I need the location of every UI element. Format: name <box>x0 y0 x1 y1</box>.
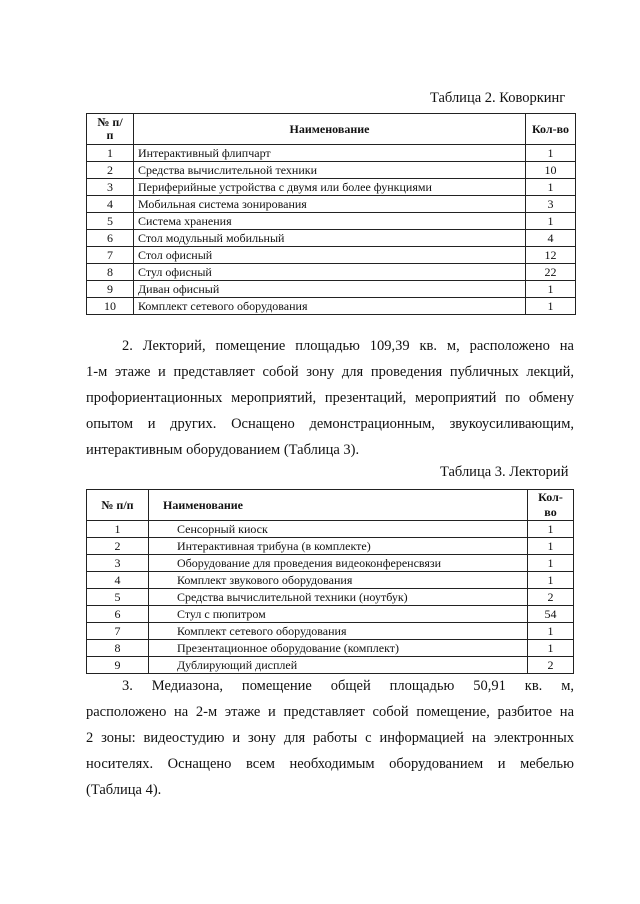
table-row <box>87 298 576 315</box>
table2-header-row <box>87 114 576 145</box>
table-row <box>87 162 576 179</box>
item-name-cell: Система хранения <box>134 213 526 230</box>
table-row <box>87 606 574 623</box>
item-name-cell: Средства вычислительной техники (ноутбук) <box>149 589 528 606</box>
row-number-cell: 10 <box>87 298 134 315</box>
row-number-cell: 8 <box>87 640 149 657</box>
quantity-cell: 54 <box>528 606 574 623</box>
item-name-cell: Диван офисный <box>134 281 526 298</box>
row-number-cell: 8 <box>87 264 134 281</box>
table2-caption: Таблица 2. Коворкинг <box>430 90 566 106</box>
item-name-cell: Сенсорный киоск <box>149 521 528 538</box>
item-name-cell: Стол модульный мобильный <box>134 230 526 247</box>
paragraph-line: профориентационных мероприятий, презентаций, мероприятий по обмену <box>86 390 574 406</box>
table3-header-row <box>87 490 574 521</box>
quantity-cell: 1 <box>528 640 574 657</box>
item-name-cell: Оборудование для проведения видеоконференсвязи <box>149 555 528 572</box>
row-number-cell: 5 <box>87 213 134 230</box>
table-row <box>87 555 574 572</box>
table-row <box>87 589 574 606</box>
row-number-cell: 3 <box>87 179 134 196</box>
quantity-cell: 10 <box>526 162 576 179</box>
quantity-cell: 1 <box>526 145 576 162</box>
item-name-cell: Периферийные устройства с двумя или более функциями <box>134 179 526 196</box>
quantity-cell: 2 <box>528 589 574 606</box>
table-row <box>87 264 576 281</box>
quantity-cell: 1 <box>528 555 574 572</box>
table-row <box>87 213 576 230</box>
quantity-cell: 1 <box>526 298 576 315</box>
table2-header-qty: Кол-во <box>526 114 576 145</box>
row-number-cell: 2 <box>87 538 149 555</box>
table3-caption: Таблица 3. Лекторий <box>440 464 569 480</box>
table-row <box>87 623 574 640</box>
paragraph-line: интерактивным оборудованием (Таблица 3). <box>86 442 360 458</box>
table-row <box>87 538 574 555</box>
table2-header-name: Наименование <box>134 114 526 145</box>
table3 <box>86 489 574 674</box>
quantity-cell: 1 <box>526 179 576 196</box>
paragraph-line: 2 зоны: видеостудию и зону для работы с информацией на электронных <box>86 730 574 746</box>
item-name-cell: Интерактивный флипчарт <box>134 145 526 162</box>
item-name-cell: Комплект сетевого оборудования <box>134 298 526 315</box>
quantity-cell: 3 <box>526 196 576 213</box>
item-name-cell: Дублирующий дисплей <box>149 657 528 674</box>
table3-header-num: № п/п <box>87 490 149 521</box>
row-number-cell: 6 <box>87 606 149 623</box>
quantity-cell: 4 <box>526 230 576 247</box>
quantity-cell: 1 <box>528 538 574 555</box>
table-row <box>87 145 576 162</box>
row-number-cell: 7 <box>87 623 149 640</box>
table2 <box>86 113 576 315</box>
item-name-cell: Комплект сетевого оборудования <box>149 623 528 640</box>
item-name-cell: Стул с пюпитром <box>149 606 528 623</box>
table-row <box>87 196 576 213</box>
table-row <box>87 572 574 589</box>
paragraph-line: расположено на 2-м этаже и представляет собой помещение, разбитое на <box>86 704 574 720</box>
paragraph-line: опытом и других. Оснащено демонстрационным, звукоусиливающим, <box>86 416 574 432</box>
paragraph-line: 1-м этаже и представляет собой зону для проведения публичных лекций, <box>86 364 574 380</box>
quantity-cell: 2 <box>528 657 574 674</box>
row-number-cell: 4 <box>87 572 149 589</box>
table-row <box>87 281 576 298</box>
table-row <box>87 657 574 674</box>
quantity-cell: 1 <box>528 623 574 640</box>
table-row <box>87 521 574 538</box>
paragraph-2 <box>86 333 574 463</box>
row-number-cell: 3 <box>87 555 149 572</box>
quantity-cell: 1 <box>526 213 576 230</box>
row-number-cell: 2 <box>87 162 134 179</box>
table-row <box>87 247 576 264</box>
row-number-cell: 5 <box>87 589 149 606</box>
item-name-cell: Комплект звукового оборудования <box>149 572 528 589</box>
row-number-cell: 9 <box>87 281 134 298</box>
row-number-cell: 4 <box>87 196 134 213</box>
row-number-cell: 6 <box>87 230 134 247</box>
paragraph-line: носителях. Оснащено всем необходимым оборудованием и мебелью <box>86 756 574 772</box>
quantity-cell: 22 <box>526 264 576 281</box>
item-name-cell: Средства вычислительной техники <box>134 162 526 179</box>
quantity-cell: 1 <box>528 572 574 589</box>
table3-header-name: Наименование <box>149 490 528 521</box>
row-number-cell: 1 <box>87 521 149 538</box>
paragraph-line: (Таблица 4). <box>86 782 162 798</box>
item-name-cell: Стул офисный <box>134 264 526 281</box>
quantity-cell: 1 <box>526 281 576 298</box>
row-number-cell: 7 <box>87 247 134 264</box>
quantity-cell: 1 <box>528 521 574 538</box>
table2-header-num: № п/п <box>87 114 134 145</box>
table3-header-qty: Кол-во <box>528 490 574 521</box>
item-name-cell: Стол офисный <box>134 247 526 264</box>
item-name-cell: Интерактивная трибуна (в комплекте) <box>149 538 528 555</box>
item-name-cell: Мобильная система зонирования <box>134 196 526 213</box>
row-number-cell: 9 <box>87 657 149 674</box>
paragraph-line: 3. Медиазона, помещение общей площадью 50,91 кв. м, <box>122 678 574 694</box>
quantity-cell: 12 <box>526 247 576 264</box>
table-row <box>87 640 574 657</box>
paragraph-line: 2. Лекторий, помещение площадью 109,39 кв. м, расположено на <box>122 338 574 354</box>
paragraph-3 <box>86 673 574 803</box>
item-name-cell: Презентационное оборудование (комплект) <box>149 640 528 657</box>
row-number-cell: 1 <box>87 145 134 162</box>
table-row <box>87 179 576 196</box>
table-row <box>87 230 576 247</box>
